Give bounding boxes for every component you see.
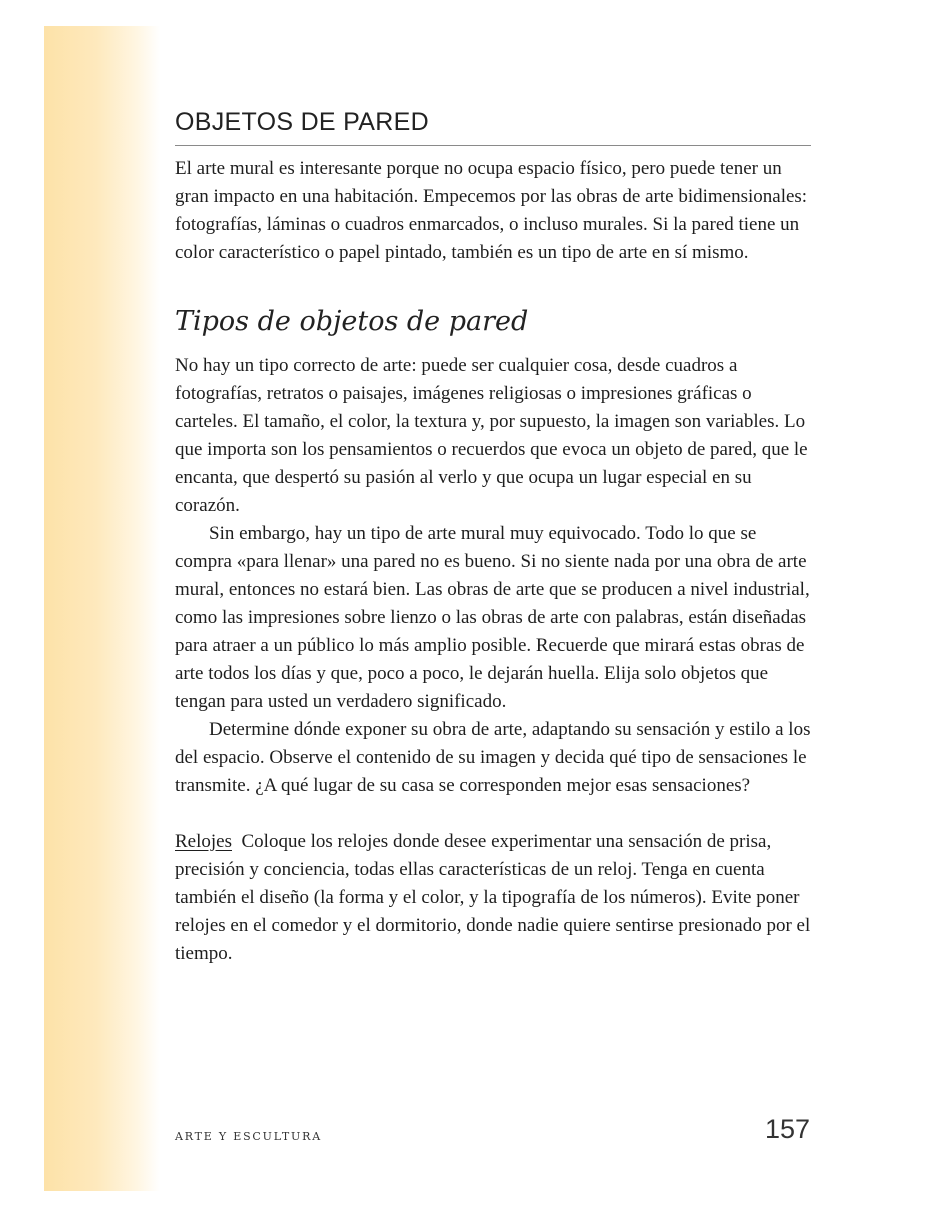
- body-paragraph-2: Sin embargo, hay un tipo de arte mural muy equivocado. Todo lo que se compra «para llenar» una pared no es bueno. Si no siente nada por una obra de arte mural, entonces no estará bien. Las obras de arte que se producen a nivel industrial, como las impresiones sobre lienzo o las obras de arte con palabras, están diseñadas para atraer a un público lo más amplio posible. Recuerde que mirará estas obras de arte todos los días y que, poco a poco, le dejarán huella. Elija solo objetos que tengan para usted un verdadero significado.: [175, 523, 810, 712]
- section-title: OBJETOS DE PARED: [175, 106, 811, 146]
- margin-color-band: [44, 26, 160, 1191]
- body-paragraph-3: Determine dónde exponer su obra de arte, adaptando su sensación y estilo a los del espacio. Observe el contenido de su imagen y decida qué tipo de sensaciones le transmite. ¿A qué lugar de su casa se corresponden mejor esas sensaciones?: [175, 719, 811, 796]
- clocks-term: Relojes: [175, 831, 232, 852]
- intro-paragraph: El arte mural es interesante porque no ocupa espacio físico, pero puede tener un gran impacto en una habitación. Empecemos por las obras de arte bidimensionales: fotografías, láminas o cuadros enmarcados, o incluso murales. Si la pared tiene un color característico o papel pintado, también es un tipo de arte en sí mismo.: [175, 158, 808, 263]
- subsection-title: Tipos de objetos de pared: [175, 306, 529, 337]
- page-number: 157: [764, 1114, 810, 1144]
- body-paragraph-1: No hay un tipo correcto de arte: puede ser cualquier cosa, desde cuadros a fotografías, retratos o paisajes, imágenes religiosas o impresiones gráficas o carteles. El tamaño, el color, la textura y, por supuesto, la imagen son variables. Lo que importa son los pensamientos o recuerdos que evoca un objeto de pared, que le encanta, que despertó su pasión al verlo y que ocupa un lugar especial en su corazón.: [175, 355, 808, 516]
- clocks-text: Coloque los relojes donde desee experimentar una sensación de prisa, precisión y conciencia, todas ellas características de un reloj. Tenga en cuenta también el diseño (la forma y el color, y la tipografía de los números). Evite poner relojes en el comedor y el dormitorio, donde nadie quiere sentirse presionado por el tiempo.: [175, 831, 811, 964]
- clocks-paragraph: [175, 828, 811, 968]
- footer-running-title: ARTE Y ESCULTURA: [175, 1130, 322, 1143]
- page-content: [175, 106, 811, 968]
